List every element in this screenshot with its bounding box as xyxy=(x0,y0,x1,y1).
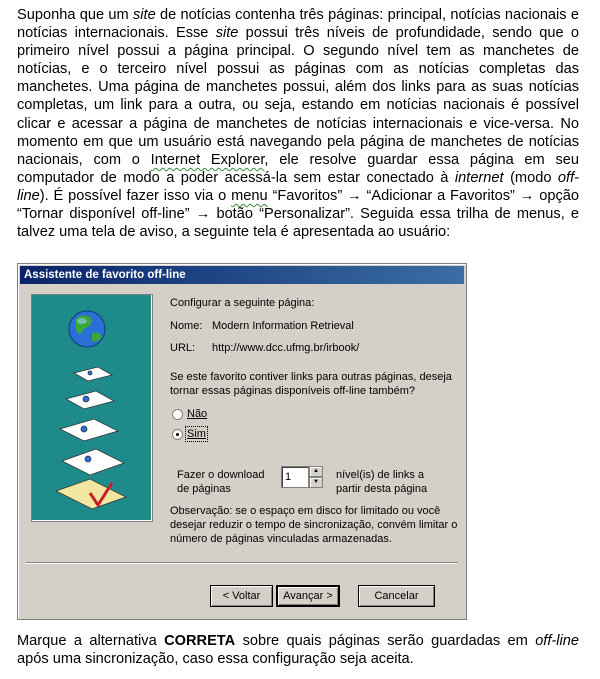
radio-no[interactable] xyxy=(172,409,183,420)
question-text: Suponha que um site de notícias contenha três páginas: principal, notícias nacionais e notícias internacionais. Esse site possui três níveis de profundidade, sendo que o primeiro nível possui a página principal. O segundo nível tem as manchetes de notícias, e o terceiro nível possui as páginas com as notícias completas das manchetes. Uma página de manchetes possui, além dos links para as suas notícias completas, um link para a outra, ou seja, estando em notícias nacionais é possível clicar e acessar a página de manchetes de notícias internacionais e vice-versa. No momento em que um usuário está navegando pela página de manchetes de notícias nacionais, com o Internet Explorer, ele resolve guardar essa página em seu computador de modo a poder acessá-la sem estar conectado à internet (modo off-line). É possível fazer isso via o menu “Favoritos” → “Adicionar a Favoritos” → opção “Tornar disponível off-line” → botão “Personalizar”. Seguida essa trilha de menus, e talvez uma tela de aviso, a seguinte tela é apresentada ao usuário: xyxy=(17,7,580,241)
name-value: Modern Information Retrieval xyxy=(212,320,354,332)
spinner-down-icon[interactable]: ▼ xyxy=(309,477,323,488)
note-line2: desejar reduzir o tempo de sincronização, convém limitar o xyxy=(170,519,458,531)
wizard-illustration xyxy=(31,294,153,522)
configure-label: Configurar a seguinte página: xyxy=(170,297,315,309)
answer-prompt: Marque a alternativa CORRETA sobre quais páginas serão guardadas em off-line após uma sincronização, caso essa configuração seja aceita. xyxy=(17,633,579,668)
note-line3: número de páginas vinculadas armazenadas. xyxy=(170,533,392,545)
page-stack-icon xyxy=(56,367,126,509)
spinner-up-icon[interactable]: ▲ xyxy=(309,466,323,477)
link-depth-input[interactable]: 1 xyxy=(281,466,309,488)
radio-no-label[interactable]: Não xyxy=(187,408,208,420)
name-label: Nome: xyxy=(170,320,203,332)
dialog-title: Assistente de favorito off-line xyxy=(20,266,464,284)
next-button[interactable]: Avançar > xyxy=(276,585,340,607)
offline-favorite-wizard-dialog xyxy=(17,263,467,620)
download-label-line2: de páginas xyxy=(177,483,231,495)
download-label-line1: Fazer o download xyxy=(177,469,265,481)
link-depth-spinner[interactable] xyxy=(281,466,324,488)
links-question-line1: Se este favorito contiver links para outras páginas, deseja xyxy=(170,371,452,383)
links-question-line2: tornar essas páginas disponíveis off-line também? xyxy=(170,385,415,397)
levels-label-line2: partir desta página xyxy=(336,483,428,495)
radio-yes[interactable] xyxy=(172,429,183,440)
url-label: URL: xyxy=(170,342,196,354)
button-separator xyxy=(26,562,458,564)
offline-pages-illustration xyxy=(32,295,152,521)
back-button[interactable]: < Voltar xyxy=(210,585,273,607)
radio-yes-label[interactable]: Sim xyxy=(187,428,206,440)
cancel-button[interactable]: Cancelar xyxy=(358,585,435,607)
globe-icon xyxy=(69,311,105,347)
levels-label-line1: nível(is) de links a xyxy=(336,469,425,481)
note-line1: Observação: se o espaço em disco for limitado ou você xyxy=(170,505,441,517)
url-value: http://www.dcc.ufmg.br/irbook/ xyxy=(212,342,360,354)
